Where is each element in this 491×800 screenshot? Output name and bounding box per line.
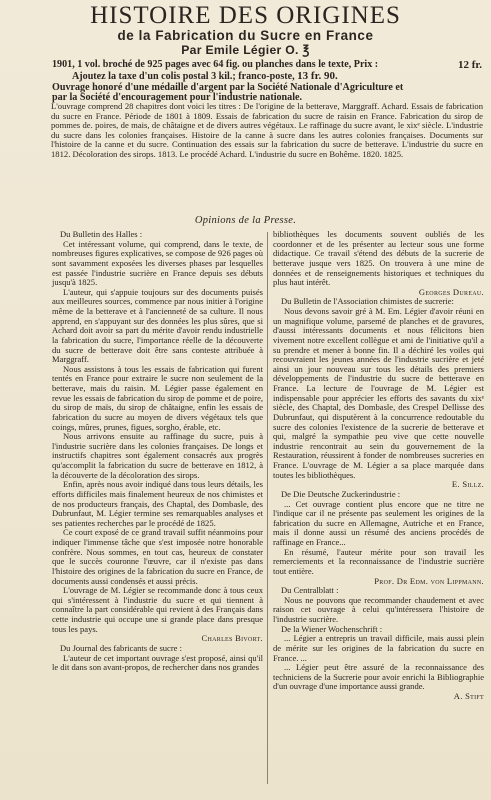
review-paragraph: Ce court exposé de ce grand travail suffit néanmoins pour indiquer l'immense tâche que s'est imposée notre honorable confrère. Nous sommes, en tout cas, heureux de constater que le succès couronne l'œuvre, car il n'existe pas dans l'histoire des origines de la fabrication du sucre en France, de documents aussi condensés et aussi précis. <box>52 527 263 586</box>
table-of-contents-paragraph: L'ouvrage comprend 28 chapitres dont voici les titres : De l'origine de la betterave, Marggraff. Achard. Essais de fabrication du sucre en France. Période de 1801 à 1809. Essais de fabrication du sucre de raisin en France. Fabrication du sirop de pommes de. poires, de mais, de châtaigne et de divers autres végétaux. Le raffinage du sucre avant, le xixᵉ siècle. L'industrie du sucre dans les colonies françaises. Histoire de la canne à sucre dans les autres colonies françaises. Documents sur l'histoire de la canne et du sucre. Continuation des essais sur la fabrication du sucre de betterave. L'industrie du sucre en 1812. Décoloration des sirops. 1813. Le procédé Achard. L'industrie du sucre en Bohême. 1820. 1825. <box>51 101 483 159</box>
review-signature: Charles Bivort. <box>201 633 263 644</box>
publication-line-2 <box>52 71 482 83</box>
review-signature: E. Sillz. <box>451 479 484 490</box>
review-source-centralblatt: Du Centralblatt : <box>281 585 339 596</box>
review-paragraph-continued: bibliothèques les documents souvent oubliés de les coordonner et de les présenter au lecteur sous une forme didactique. Ce travail s'étend des débuts de la sucrerie de betterave jusque vers 1825. On trouvera à une mine de données et de renseignements historiques et techniques du plus haut intérêt. <box>273 229 484 288</box>
opinions-heading: Opinions de la Presse. <box>194 215 297 226</box>
author-line: Par Emile Légier O. ℥ <box>181 43 310 57</box>
review-source-deutsche-zuckerindustrie: De Die Deutsche Zuckerindustrie : <box>281 488 401 499</box>
review-paragraph: Nous arrivons ensuite au raffinage du sucre, puis à l'industrie sucrière dans les colonies françaises. De longs et instructifs chapitres sont également consacrés aux progrès qu'accomplit la fabrication du sucre de betterave en 1812, à la découverte de la décoloration des sirops. <box>52 431 263 480</box>
left-column <box>52 230 263 673</box>
review-paragraph: ... Légier a entrepris un travail difficile, mais aussi plein de mérite sur les origines de la fabrication du sucre en France. ... <box>273 633 484 663</box>
review-paragraph: Nous devons savoir gré à M. Em. Légier d'avoir réuni en un magnifique volume, parsemé de planches et de gravures, d'aussi intéressants documents et nous félicitons bien vivement notre excellent collègue et ami de l'initiative qu'il a su prendre et mener à bonne fin. Il a déchiré les voiles qui recouvraient les jeunes années de l'industrie sucrière et jeté ainsi un jour nouveau sur tous les détails des premiers développements de l'industrie du sucre de betterave en France. La lecture de l'ouvrage de M. Légier est indispensable pour apprécier les efforts des savants du xixᵉ siècle, des Chaptal, des Dombasle, des Crespel Dellisse des Dubrunfaut, qui disputèrent à la concurrence redoutable du sucre des colonies l'existence de la sucrerie de betterave et qui, malgré la sympathie peu vive que cette nouvelle industrie rencontrait au sein du gouvernement de la Restauration, réussirent à fonder de nombreuses sucreries en France. L'ouvrage de M. Légier a sa place marquée dans toutes les bibliothèques. <box>273 306 484 480</box>
review-paragraph: L'ouvrage de M. Légier se recommande donc à tous ceux qui s'intéressent à l'industrie du sucre et qui tiennent à connaître la part considérable qui revient à des Français dans cette industrie qui occupe une si grande place dans presque tous les pays. <box>52 585 263 634</box>
review-signature: Georges Dureau. <box>418 286 484 297</box>
review-paragraph: L'auteur, qui s'appuie toujours sur des documents puisés aux meilleures sources, commence par nous initier à l'origine même de la betterave et à l'ancienneté de sa culture. Il nous apprend, en s'appuyant sur des données les plus sûres, que si Achard doit avoir sa part du mérite d'avoir rendu industrielle la fabrication du sucre, l'importance réelle de la découverte du sucre de betterave doit être sans conteste attribuée à Marggraff. <box>52 286 263 365</box>
review-source-wiener-wochenschrift: De la Wiener Wochenschrift : <box>281 623 383 634</box>
shipping-note: Ajoutez la taxe d'un colis postal 3 kil.; franco-poste, <box>72 70 295 82</box>
publication-line-1 <box>52 60 482 71</box>
review-paragraph: ... Légier peut être assuré de la reconnaissance des techniciens de la Sucrerie pour avoir enrichi la Bibliographie d'un ouvrage d'une importance aussi grande. <box>273 662 484 692</box>
document-title: HISTOIRE DES ORIGINES <box>90 2 401 29</box>
review-source-association-chimistes: Du Bulletin de l'Association chimistes de sucrerie: <box>281 296 454 307</box>
publication-details: 1901, 1 vol. broché de 925 pages avec 64 fig. ou planches dans le texte, Prix : <box>52 59 379 70</box>
award-line: Ouvrage honoré d'une médaille d'argent par la Société Nationale d'Agriculture et <box>52 81 404 93</box>
review-paragraph: Cet intéressant volume, qui comprend, dans le texte, de nombreuses figures explicatives, se compose de 926 pages où sont savamment exposées les diverses phases par lesquelles est passée l'industrie sucrière en France depuis ses débuts jusqu'à 1825. <box>52 238 264 288</box>
price: 12 fr. <box>457 59 482 71</box>
document-subtitle: de la Fabrication du Sucre en France <box>117 28 374 43</box>
review-signature: Prof. Dr Edm. von Lippmann. <box>374 575 484 586</box>
review-paragraph: L'auteur de cet important ouvrage s'est proposé, ainsi qu'il le dit dans son avant-propos, de rechercher dans nos grandes <box>52 652 263 673</box>
review-source-bulletin-des-halles: Du Bulletin des Halles : <box>60 229 143 239</box>
review-paragraph: Enfin, après nous avoir indiqué dans tous leurs détails, les efforts difficiles mais finalement heureux de nos chimistes et de nos producteurs français, des Chaptal, des Dombasle, des Dubrunfaut, M. Légier termine ses remarquables analyses et ses patientes recherches par le procédé de 1825. <box>52 479 263 528</box>
publication-info <box>52 60 482 104</box>
franco-price: 13 fr. 90. <box>297 69 338 82</box>
right-column <box>273 230 484 702</box>
review-paragraph: En résumé, l'auteur mérite pour son travail les remerciements et la reconnaissance de l'industrie sucrière tout entière. <box>273 546 484 576</box>
society-line: par la Société d'encouragement pour l'industrie nationale. <box>52 92 303 104</box>
review-source-journal-fabricants: Du Journal des fabricants de sucre : <box>60 642 182 653</box>
review-signature: A. Stift <box>453 691 484 701</box>
review-paragraph: ... Cet ouvrage contient plus encore que ne titre ne l'indique car il ne présente pas seulement les origines de la fabrication du sucre en Allemagne, Autriche et en France, mais il donne aussi un résumé des anciens procédés de raffinage en France... <box>273 498 484 547</box>
column-divider <box>267 232 268 784</box>
review-paragraph: Nous ne pouvons que recommander chaudement et avec raison cet ouvrage à celui qu'intéressera l'histoire de l'industrie sucrière. <box>273 594 484 624</box>
review-paragraph: Nous assistons à tous les essais de fabrication qui furent tentés en France pour extraire le sucre non seulement de la betterave, mais du raisin. M. Légier passe également en revue les essais de fabrication du sirop de pomme et de poire, du sirop de maïs, du sirop de châtaigne, enfin les essais de fabrication du sucre au moyen de divers végétaux tels que coings, mûres, prunes, figues, sorgho, érable, etc. <box>52 363 263 432</box>
